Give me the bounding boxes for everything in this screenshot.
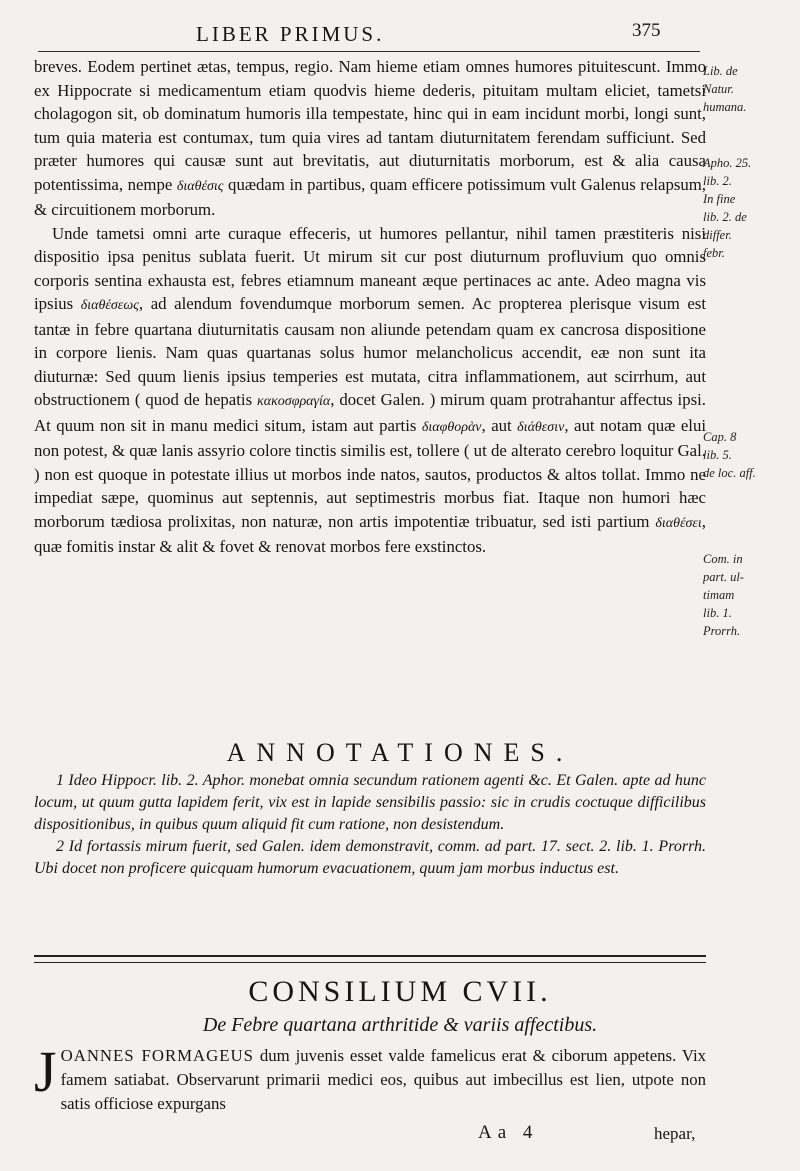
margin-note <box>703 154 795 262</box>
margin-note-line: humana. <box>703 100 747 114</box>
margin-note-line: Cap. 8 <box>703 430 737 444</box>
running-header-title: LIBER PRIMUS. <box>196 22 385 46</box>
greek-term: διαθέσεως <box>80 298 139 313</box>
margin-note-line: Natur. <box>703 82 734 96</box>
drop-cap: J <box>34 1039 57 1104</box>
text-run: quædam in partibus, quam efficere potissimum vult Galenus relapsum, & circuitionem morborum. <box>34 174 706 219</box>
margin-note-line: In fine <box>703 192 736 206</box>
margin-note <box>703 428 795 482</box>
consilium-subtitle: De Febre quartana arthritide & variis affectibus. <box>202 1014 598 1036</box>
annotations-heading: ANNOTATIONES. <box>226 738 574 767</box>
margin-note-line: febr. <box>703 246 725 260</box>
margin-note <box>703 62 795 116</box>
body-paragraph <box>34 55 706 222</box>
text-run: , quæ fomitis instar & alit & fovet & renovat morbos fere exstinctos. <box>34 511 706 556</box>
text-run: , docet Galen. ) mirum quam protrahantur affectus ipsi. At quum non sit in manu medici situm, istam aut partis <box>34 390 706 435</box>
margin-note-line: Com. in <box>703 552 743 566</box>
header-rule <box>38 51 700 52</box>
margin-note-line: Prorrh. <box>703 624 741 638</box>
annotation-item: 1 Ideo Hippocr. lib. 2. Aphor. monebat omnia secundum rationem agenti &c. Et Galen. apte ad hunc locum, ut quum gutta lapidem ferit, vix est in lapide sensibilis passio: sic in crudis coctuque difficilibus dispositionibus, in quibus quum aliquid fit cum ratione, non desistendum. <box>34 772 706 833</box>
greek-term: διαθέσις <box>176 178 224 194</box>
consilium-paragraph: dum juvenis esset valde famelicus erat & ciborum appetens. Vix famem satiabat. Observarunt primarii medici eos, quibus aut imbecillus est lien, utpote non satis officiose expurgans <box>60 1046 706 1113</box>
patient-name: OANNES FORMAGEUS <box>60 1046 255 1065</box>
margin-note-line: lib. 2. <box>703 174 732 188</box>
main-text <box>34 55 706 559</box>
greek-term: διάθεσιν <box>517 419 565 435</box>
greek-term: διαθέσει <box>655 515 702 531</box>
consilium-text <box>34 1039 706 1116</box>
greek-term: διαφθορὰν <box>421 419 482 435</box>
margin-note-line: differ. <box>703 228 732 242</box>
margin-note-line: Apho. 25. <box>703 156 752 170</box>
margin-note-line: part. ul- <box>703 570 744 584</box>
margin-note-line: lib. 2. de <box>703 210 747 224</box>
margin-note-line: timam <box>703 588 735 602</box>
margin-note-line: de loc. aff. <box>703 466 756 480</box>
margin-note-line: lib. 5. <box>703 448 732 462</box>
text-run: , ad alendum fovendumque morborum semen. Ac propterea plerisque visum est tantæ in febre quartana diuturnitatis causam non aliunde petendam quam ex cancrosa dispositione in corpore lienis. Nam quas quartanas solus humor melancholicus accendit, eæ non sunt ita diuturnæ: Sed quum lienis ipsius temperies est mutata, citra inflammationem, aut scirrhum, aut obstructionem ( quod de hepatis <box>34 294 706 409</box>
section-divider <box>34 955 706 963</box>
text-run: , aut <box>481 415 518 435</box>
margin-note-line: lib. 1. <box>703 606 732 620</box>
page-number: 375 <box>632 20 661 41</box>
catchword: hepar, <box>654 1124 696 1143</box>
text-run: , aut notam quæ elui non potest, & quæ lanis assyrio colore tinctis similis est, tollere ( ut de alterato cerebro loquitur Gal. ) non est quoque in potestate illius ut morbos inde natos, sautos, productos & altos tollat. Immo ne impediat sæpe, quominus aut septennis, aut septimestris morbus fiat. Itaque non humori hæc morborum tædiosa prolixitas, non naturæ, non artis impotentiæ tribuatur, sed isti partium <box>34 415 706 531</box>
text-run: breves. Eodem pertinet ætas, tempus, regio. Nam hieme etiam omnes humores pituitescunt. Immo ex Hippocrate si medicamentum etiam quodvis hieme dederis, pituitam multam eliciet, tametsi cholagogon sit, ob dominatum humoris illa tempestate, hinc qui in eam incidunt morbi, longi sunt, tum quia materia est contumax, tum quia vires ad tantam diuturnitatem ferendam sufficiunt. Sed præter humores qui causæ sunt aut brevitatis, aut diuturnitatis morborum, est & alia causa potentissima, nempe <box>34 57 706 194</box>
margin-note <box>703 550 795 640</box>
body-paragraph <box>34 222 706 559</box>
annotations-list <box>34 770 706 880</box>
signature-mark: Aa 4 <box>478 1122 539 1143</box>
greek-term: κακοσφραγία <box>257 394 331 409</box>
annotation-item: 2 Id fortassis mirum fuerit, sed Galen. idem demonstravit, comm. ad part. 17. sect. 2. lib. 1. Prorrh. Ubi docet non proficere quicquam humorum evacuationem, quum jam morbus inductus est. <box>34 838 706 877</box>
margin-note-line: Lib. de <box>703 64 738 78</box>
text-run: Unde tametsi omni arte curaque effeceris, ut humores pellantur, nihil tamen præstiteris nisi dispositio ipsa penitus sublata fuerit. Ut mirum sit cur post diuturnum profluvium quo omnis corporis sentina exhausta est, febres etiamnum maneant æque pertinaces ac ante. Adeo magna vis ipsius <box>34 223 706 313</box>
consilium-title: CONSILIUM CVII. <box>248 975 552 1008</box>
